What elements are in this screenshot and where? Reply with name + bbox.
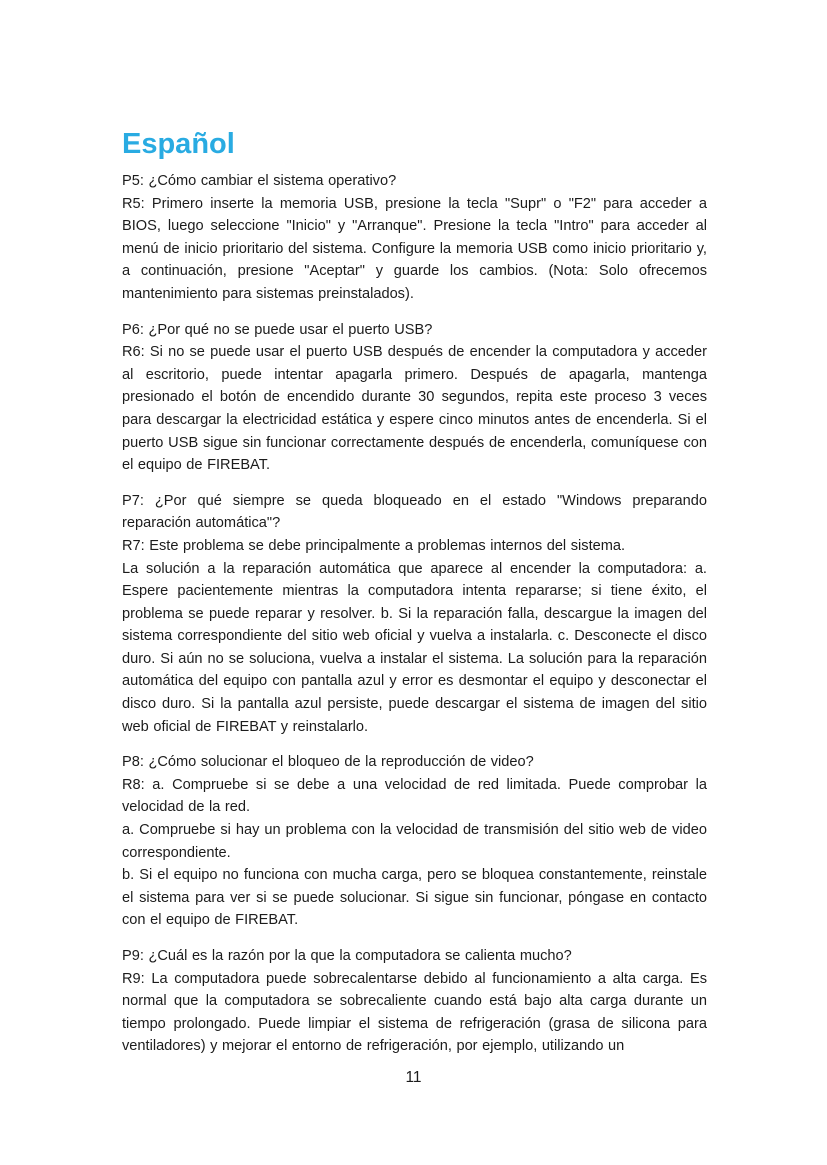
faq-answer-item-b: b. Si el equipo no funciona con mucha carga, pero se bloquea constantemente, reinstale el sistema para ver si se puede solucionar. Si sigue sin funcionar, póngase en contacto con el equipo de FIREBAT. bbox=[122, 867, 707, 929]
faq-question: P5: ¿Cómo cambiar el sistema operativo? bbox=[122, 173, 397, 189]
faq-answer-item-a: a. Compruebe si hay un problema con la velocidad de transmisión del sitio web de video correspondiente. bbox=[122, 822, 707, 861]
faq-answer: R6: Si no se puede usar el puerto USB después de encender la computadora y acceder al escritorio, puede intentar apagarla primero. Después de apagarla, mantenga presionado el botón de encendido durante 30 segundos, repita este proceso 3 veces para descargar la electricidad estática y espere cinco minutos antes de encenderla. Si el puerto USB sigue sin funcionar correctamente después de encenderla, comuníquese con el equipo de FIREBAT. bbox=[122, 344, 707, 474]
faq-answer-continued: La solución a la reparación automática que aparece al encender la computadora: a. Espere pacientemente mientras la computadora intenta repararse; si tiene éxito, el problema se puede reparar y resolver. b. Si la reparación falla, descargue la imagen del sistema correspondiente del sitio web oficial y vuelva a instalarla. c. Desconecte el disco duro. Si aún no se soluciona, vuelva a instalar el sistema. La solución para la reparación automática del equipo con pantalla azul y error es desmontar el equipo y desconectar el disco duro. Si la pantalla azul persiste, puede descargar el sistema de imagen del sitio web oficial de FIREBAT y reinstalarlo. bbox=[122, 560, 707, 735]
faq-section-p6 bbox=[122, 319, 707, 477]
faq-content bbox=[122, 170, 707, 1071]
faq-section-p5 bbox=[122, 170, 707, 306]
faq-section-p7 bbox=[122, 490, 707, 739]
page-number: 11 bbox=[405, 1069, 422, 1086]
faq-section-p9 bbox=[122, 945, 707, 1058]
faq-section-p8 bbox=[122, 751, 707, 932]
page-title: Español bbox=[122, 128, 235, 161]
faq-question: P6: ¿Por qué no se puede usar el puerto USB? bbox=[122, 321, 433, 338]
faq-question: P8: ¿Cómo solucionar el bloqueo de la reproducción de video? bbox=[122, 754, 534, 771]
faq-answer: R8: a. Compruebe si se debe a una velocidad de red limitada. Puede comprobar la velocidad de la red. bbox=[122, 776, 707, 816]
faq-answer: R5: Primero inserte la memoria USB, presione la tecla "Supr" o "F2" para acceder a BIOS, luego seleccione "Inicio" y "Arranque". Presione la tecla "Intro" para acceder al menú de inicio prioritario del sistema. Configure la memoria USB como inicio prioritario y, a continuación, presione "Aceptar" y guarde los cambios. (Nota: Solo ofrecemos mantenimiento para sistemas preinstalados). bbox=[122, 195, 707, 302]
faq-answer: R9: La computadora puede sobrecalentarse debido al funcionamiento a alta carga. Es normal que la computadora se sobrecaliente cuando está bajo alta carga durante un tiempo prolongado. Puede limpiar el sistema de refrigeración (grasa de silicona para ventiladores) y mejorar el entorno de refrigeración, por ejemplo, utilizando un bbox=[122, 970, 707, 1055]
faq-question: P9: ¿Cuál es la razón por la que la computadora se calienta mucho? bbox=[122, 948, 572, 964]
faq-question: P7: ¿Por qué siempre se queda bloqueado en el estado "Windows preparando reparación automática"? bbox=[122, 492, 707, 532]
faq-answer: R7: Este problema se debe principalmente a problemas internos del sistema. bbox=[122, 537, 626, 554]
